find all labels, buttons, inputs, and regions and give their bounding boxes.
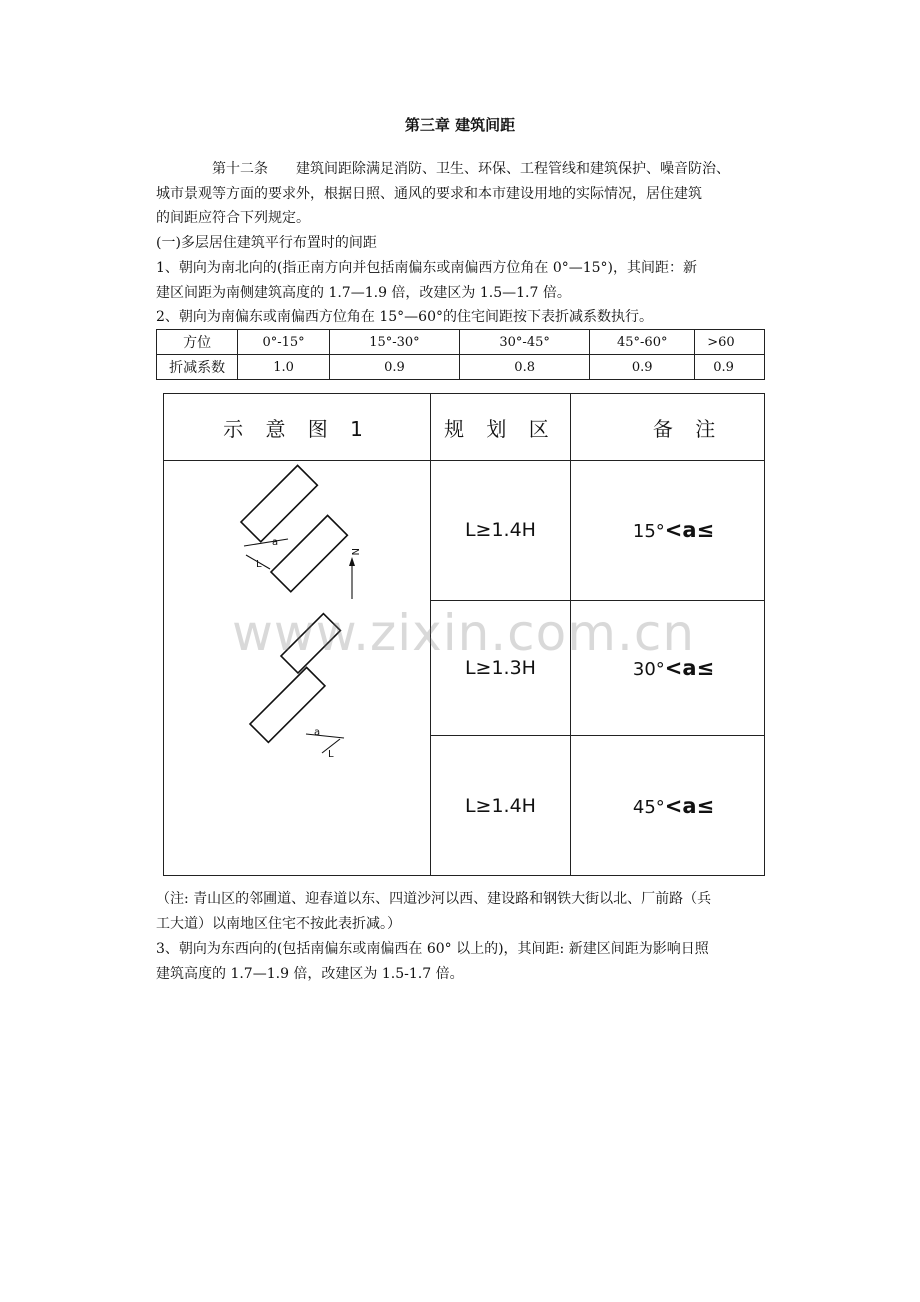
building-block [271, 515, 347, 591]
header-diagram: 示 意 图 1 [164, 394, 431, 461]
angle-line [244, 539, 288, 546]
header-remarks: 备 注 [570, 394, 764, 461]
coefficient-cell: 0.9 [590, 355, 695, 380]
note-line-1: （注: 青山区的邻圃道、迎春道以东、四道沙河以西、建设路和钢铁大街以北、厂前路（兵 [156, 891, 712, 907]
table-row [164, 394, 765, 461]
orientation-cell: 45°-60° [590, 330, 695, 355]
angle-label: a [272, 537, 279, 548]
coefficient-cell: 0.9 [329, 355, 459, 380]
table-row [157, 330, 765, 355]
distance-label: L [328, 749, 334, 760]
orientation-cell: 30°-45° [460, 330, 590, 355]
article-12-line-3: 的间距应符合下列规定。 [156, 210, 310, 226]
item-2: 2、朝向为南偏东或南偏西方位角在 15°—60°的住宅间距按下表折减系数执行。 [156, 309, 653, 325]
table-row [157, 355, 765, 380]
chapter-title: 第三章 建筑间距 [404, 116, 516, 134]
angle-remark: 45°<a≤ [570, 736, 764, 876]
coefficient-cell: 0.9 [695, 355, 765, 380]
building-block [241, 465, 317, 541]
angle-remark: 30°<a≤ [570, 600, 764, 736]
coefficient-cell: 1.0 [238, 355, 330, 380]
north-arrow-icon [349, 557, 355, 566]
item-3-line-1: 3、朝向为东西向的(包括南偏东或南偏西在 60° 以上的)，其间距: 新建区间距为影响日照 [156, 941, 709, 957]
building-orientation-sketch [164, 461, 430, 871]
reduction-coefficient-table [156, 329, 765, 380]
angle-line [306, 734, 344, 738]
orientation-cell: 15°-30° [329, 330, 459, 355]
spacing-formula: L≥1.4H [431, 461, 571, 601]
coefficient-cell: 0.8 [460, 355, 590, 380]
orientation-cell: 0°-15° [238, 330, 330, 355]
item-3-line-2: 建筑高度的 1.7—1.9 倍，改建区为 1.5-1.7 倍。 [156, 966, 464, 982]
orientation-cell: >60 [695, 330, 765, 355]
header-planning-zone: 规 划 区 [431, 394, 571, 461]
table-row [164, 461, 765, 601]
article-12-line-2: 城市景观等方面的要求外，根据日照、通风的要求和本市建设用地的实际情况，居住建筑 [156, 186, 702, 202]
item-1-line-1: 1、朝向为南北向的(指正南方向并包括南偏东或南偏西方位角在 0°—15°)，其间距：新 [156, 260, 698, 276]
spacing-formula: L≥1.4H [431, 736, 571, 876]
angle-remark: 15°<a≤ [570, 461, 764, 601]
section-heading: (一)多层居住建筑平行布置时的间距 [156, 235, 377, 251]
watermark: www.zixin.com.cn [232, 604, 696, 662]
row-header-coefficient: 折减系数 [157, 355, 238, 380]
angle-label: a [314, 727, 321, 738]
distance-label: L [256, 559, 262, 570]
article-12-line-1: 第十二条 建筑间距除满足消防、卫生、环保、工程管线和建筑保护、噪音防治、 [212, 161, 730, 177]
spacing-formula: L≥1.3H [431, 600, 571, 736]
note-line-2: 工大道）以南地区住宅不按此表折减。） [156, 916, 401, 932]
row-header-orientation: 方位 [157, 330, 238, 355]
item-1-line-2: 建区间距为南侧建筑高度的 1.7—1.9 倍，改建区为 1.5—1.7 倍。 [156, 285, 571, 301]
orientation-sketch-cell [164, 461, 431, 876]
north-label: N [349, 548, 360, 556]
